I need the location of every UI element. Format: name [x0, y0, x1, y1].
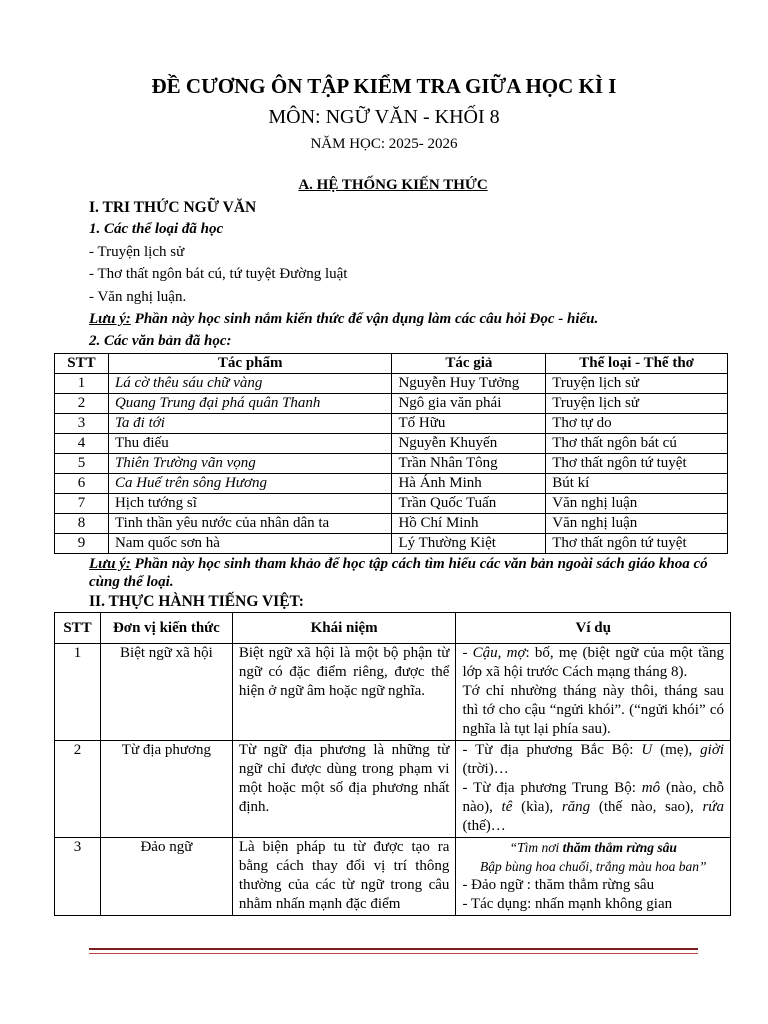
col-header: Khái niệm — [232, 613, 456, 644]
author-cell: Ngô gia văn phái — [392, 394, 546, 414]
stt-cell: 5 — [55, 454, 109, 474]
table-row — [55, 838, 731, 916]
poem-text: “Tìm nơi — [509, 840, 563, 855]
part1-heading: I. TRI THỨC NGỮ VĂN — [89, 199, 257, 216]
col-header: Đơn vị kiến thức — [100, 613, 232, 644]
stt-cell: 2 — [55, 741, 101, 838]
table-row — [55, 474, 728, 494]
work-cell: Thu điếu — [108, 434, 392, 454]
work-cell: Thiên Trường vãn vọng — [108, 454, 392, 474]
footer-divider — [89, 953, 698, 954]
col-header: STT — [55, 613, 101, 644]
example-text: (thế)… — [462, 818, 506, 834]
example-term: U — [641, 742, 653, 758]
table-row — [55, 454, 728, 474]
stt-cell: 1 — [55, 374, 109, 394]
table-row — [55, 494, 728, 514]
example-text: - Từ địa phương Bắc Bộ: — [462, 742, 642, 758]
work-cell: Nam quốc sơn hà — [108, 534, 392, 554]
work-cell: Hịch tướng sĩ — [108, 494, 392, 514]
genre-cell: Truyện lịch sử — [546, 374, 728, 394]
author-cell: Hà Ánh Minh — [392, 474, 546, 494]
poem-line: Bập bùng hoa chuối, trắng màu hoa ban” — [479, 859, 707, 874]
genre-cell: Thơ thất ngôn tứ tuyệt — [546, 534, 728, 554]
part2-heading: II. THỰC HÀNH TIẾNG VIỆT: — [89, 593, 304, 610]
example-term: rứa — [702, 799, 724, 815]
stt-cell: 1 — [55, 644, 101, 741]
genre-cell: Thơ thất ngôn bát cú — [546, 434, 728, 454]
genre-cell: Thơ thất ngôn tứ tuyệt — [546, 454, 728, 474]
stt-cell: 8 — [55, 514, 109, 534]
table-row — [55, 534, 728, 554]
work-cell: Lá cờ thêu sáu chữ vàng — [108, 374, 392, 394]
note-label: Lưu ý: — [89, 556, 131, 572]
col-header: Tác phẩm — [108, 354, 392, 374]
table-row — [55, 394, 728, 414]
section-a-heading: A. HỆ THỐNG KIẾN THỨC — [298, 177, 488, 193]
concept-cell: Từ ngữ địa phương là những từ ngữ chỉ được dùng trong phạm vi một hoặc một số địa phương nhất định. — [232, 741, 456, 838]
example-term: giời — [700, 742, 724, 758]
author-cell: Hồ Chí Minh — [392, 514, 546, 534]
stt-cell: 2 — [55, 394, 109, 414]
note-label: Lưu ý: — [89, 311, 131, 327]
unit-cell: Biệt ngữ xã hội — [100, 644, 232, 741]
author-cell: Trần Quốc Tuấn — [392, 494, 546, 514]
example-term: răng — [561, 799, 591, 815]
example-text: (nào, chỗ nào), — [462, 780, 725, 815]
col-header: STT — [55, 354, 109, 374]
example-cell — [456, 838, 731, 916]
concept-text: Là biện pháp tu từ được tạo ra bằng cách thay đổi vị trí thông thường của các từ ngữ trong câu nhằm nhấn mạnh đặc điểm — [238, 839, 450, 912]
table-row — [55, 741, 731, 838]
stt-cell: 6 — [55, 474, 109, 494]
table-header-row — [55, 354, 728, 374]
concept-cell — [232, 838, 456, 916]
genre-item: - Văn nghị luận. — [89, 289, 187, 305]
genres-subheading: 1. Các thể loại đã học — [89, 221, 224, 237]
table-row — [55, 644, 731, 741]
table-header-row — [55, 613, 731, 644]
table-row — [55, 434, 728, 454]
example-content — [462, 838, 724, 914]
table-row — [55, 374, 728, 394]
table-row — [55, 414, 728, 434]
poem-line — [462, 838, 724, 857]
work-cell: Ta đi tới — [108, 414, 392, 434]
example-term: Cậu, mợ — [472, 645, 526, 661]
unit-cell: Đảo ngữ — [100, 838, 232, 916]
example-cell — [456, 741, 731, 838]
stt-cell: 3 — [55, 838, 101, 916]
studied-texts-table — [54, 353, 728, 554]
col-header: Ví dụ — [456, 613, 731, 644]
genre-item: - Thơ thất ngôn bát cú, tứ tuyệt Đường luật — [89, 266, 348, 282]
col-header: Thể loại - Thể thơ — [546, 354, 728, 374]
stt-cell: 7 — [55, 494, 109, 514]
unit-cell: Từ địa phương — [100, 741, 232, 838]
genre-cell: Văn nghị luận — [546, 514, 728, 534]
footer-divider — [89, 948, 698, 950]
author-cell: Nguyễn Huy Tưởng — [392, 374, 546, 394]
example-text: (kìa), — [512, 799, 562, 815]
stt-cell: 9 — [55, 534, 109, 554]
example-text: (mẹ), — [652, 742, 701, 758]
concept-cell: Biệt ngữ xã hội là một bộ phận từ ngữ có đặc điểm riêng, được thể hiện ở ngữ âm hoặc ngữ nghĩa. — [232, 644, 456, 741]
genre-cell: Thơ tự do — [546, 414, 728, 434]
genre-cell: Bút kí — [546, 474, 728, 494]
note-text: Phần này học sinh tham khảo để học tập cách tìm hiểu các văn bản ngoài sách giáo khoa có cùng thể loại. — [89, 556, 708, 590]
work-cell: Tinh thần yêu nước của nhân dân ta — [108, 514, 392, 534]
example-term: tê — [501, 799, 513, 815]
example-text: (trời)… — [462, 761, 509, 777]
example-text: - Từ địa phương Trung Bộ: — [462, 780, 642, 796]
note-text: Phần này học sinh nắm kiến thức để vận dụng làm các câu hỏi Đọc - hiểu. — [130, 311, 599, 327]
document-title: ĐỀ CƯƠNG ÔN TẬP KIỂM TRA GIỮA HỌC KÌ I — [151, 74, 617, 98]
subject-line: MÔN: NGỮ VĂN - KHỐI 8 — [268, 106, 500, 128]
author-cell: Lý Thường Kiệt — [392, 534, 546, 554]
author-cell: Tố Hữu — [392, 414, 546, 434]
example-cell — [456, 644, 731, 741]
example-text: - Đảo ngữ : thăm thẳm rừng sâu — [462, 877, 655, 893]
example-text: : bố, mẹ (biệt ngữ của một tầng lớp xã hội trước Cách mạng tháng 8). — [462, 645, 725, 680]
col-header: Tác giả — [392, 354, 546, 374]
example-text: - — [462, 645, 473, 661]
stt-cell: 3 — [55, 414, 109, 434]
example-text: - Tác dụng: nhấn mạnh không gian — [462, 896, 673, 912]
texts-subheading: 2. Các văn bản đã học: — [89, 333, 232, 349]
genre-item: - Truyện lịch sử — [89, 244, 185, 260]
work-cell: Ca Huế trên sông Hương — [108, 474, 392, 494]
genre-cell: Văn nghị luận — [546, 494, 728, 514]
example-term: mô — [641, 780, 661, 796]
author-cell: Nguyễn Khuyến — [392, 434, 546, 454]
poem-emphasis: thăm thẳm rừng sâu — [562, 840, 677, 855]
work-cell: Quang Trung đại phá quân Thanh — [108, 394, 392, 414]
table-row — [55, 514, 728, 534]
note-2 — [89, 555, 709, 591]
stt-cell: 4 — [55, 434, 109, 454]
school-year: NĂM HỌC: 2025- 2026 — [310, 136, 458, 152]
example-sentence: Tớ chỉ nhường tháng này thôi, tháng sau thì tớ cho cậu “ngửi khói”. (“ngửi khói” có nghĩa là tụt lại phía sau). — [462, 683, 724, 737]
genre-cell: Truyện lịch sử — [546, 394, 728, 414]
example-text: (thế nào, sao), — [590, 799, 703, 815]
author-cell: Trần Nhân Tông — [392, 454, 546, 474]
vietnamese-practice-table — [54, 612, 731, 916]
note-1 — [89, 311, 598, 328]
